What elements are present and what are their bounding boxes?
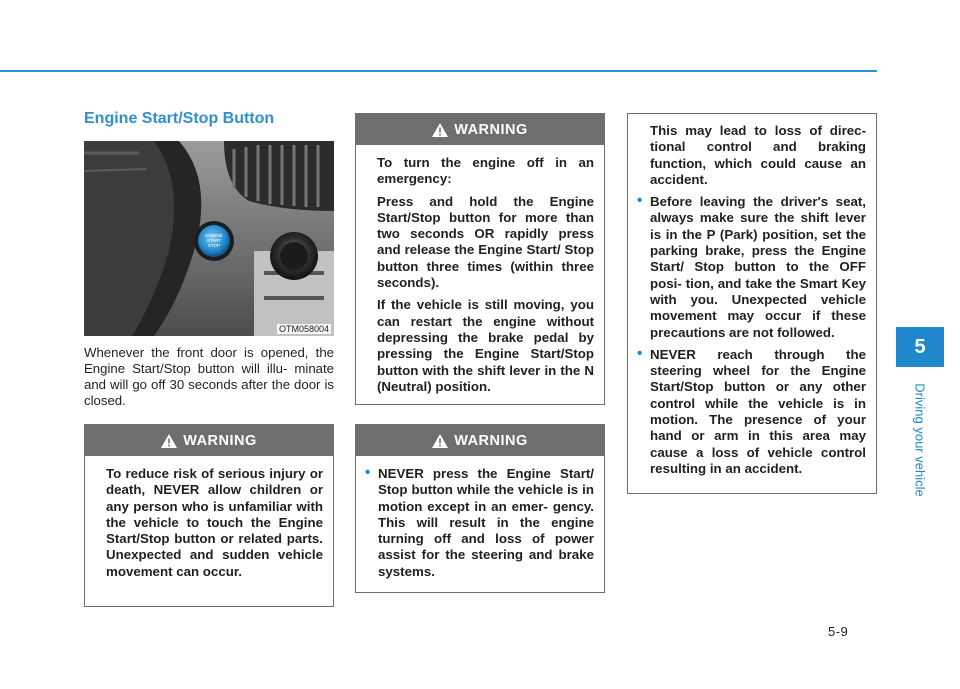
section-title: Engine Start/Stop Button bbox=[84, 110, 275, 127]
warning-triangle-icon bbox=[432, 123, 448, 137]
bullet-icon: • bbox=[637, 344, 643, 362]
body-paragraph: Whenever the front door is opened, the Engine Start/Stop button will illu- minate and will go off 30 seconds after the door is closed. bbox=[84, 345, 334, 408]
warning-paragraph-1: To turn the engine off in an emergency: bbox=[377, 155, 594, 187]
warning-bullet bbox=[366, 466, 594, 580]
dashboard-illustration bbox=[84, 141, 334, 336]
warning-triangle-icon bbox=[161, 434, 177, 448]
warning-bullet-text: NEVER press the Engine Start/ Stop button while the vehicle is in motion except in an emer- gency. This will result in the engine turning off and loss of power assist for the steering and brake systems. bbox=[378, 466, 594, 579]
photo-code: OTM058004 bbox=[278, 324, 329, 334]
chapter-tab bbox=[896, 327, 944, 367]
start-button-label-2: START bbox=[206, 238, 222, 243]
warning-box-motion bbox=[355, 424, 605, 593]
warning-bullet-text: Before leaving the driver's seat, always make sure the shift lever is in the P (Park) position, set the parking brake, press the Engine Start/ Stop button to the OFF posi- tion, and take the Smart Key with you. Unexpected vehicle movement may occur if these precautions are not followed. bbox=[650, 194, 866, 340]
page-number: 5-9 bbox=[828, 624, 849, 639]
warning-header bbox=[356, 425, 604, 456]
dashboard-photo bbox=[84, 141, 334, 336]
chapter-title-text: Driving your vehicle bbox=[912, 383, 928, 497]
chapter-number: 5 bbox=[914, 335, 926, 358]
warning-bullet bbox=[637, 344, 866, 477]
chapter-title bbox=[909, 375, 931, 505]
warning-box-continued bbox=[627, 113, 877, 494]
warning-box-emergency bbox=[355, 113, 605, 405]
warning-header bbox=[356, 114, 604, 145]
header-rule bbox=[0, 70, 877, 72]
bullet-icon: • bbox=[365, 464, 371, 481]
start-button-label-1: ENGINE bbox=[205, 233, 223, 238]
warning-text: To reduce risk of serious injury or death, NEVER allow children or any person who is unfamiliar with the vehicle to touch the Engine Start/Stop button or related parts. Unexpected and sudden vehicle movement can occur. bbox=[106, 466, 323, 579]
warning-triangle-icon bbox=[432, 434, 448, 448]
warning-bullet bbox=[638, 194, 866, 341]
warning-paragraph-3: If the vehicle is still moving, you can restart the engine without depressing the brake pedal by pressing the Engine Start/Stop button with the shift lever in the N (Neutral) position. bbox=[377, 297, 594, 394]
bullet-icon: • bbox=[637, 192, 643, 210]
warning-continued-paragraph: This may lead to loss of direc- tional control and braking function, which could cause an accident. bbox=[650, 123, 866, 187]
warning-label: WARNING bbox=[183, 432, 257, 449]
warning-paragraph-2: Press and hold the Engine Start/Stop button for more than two seconds OR rapidly press and release the Engine Start/ Stop button three times (within three seconds). bbox=[377, 193, 594, 291]
warning-header bbox=[85, 425, 333, 456]
start-button-label-3: STOP bbox=[207, 243, 221, 248]
warning-label: WARNING bbox=[454, 432, 528, 449]
warning-label: WARNING bbox=[454, 121, 528, 138]
warning-bullet-text: NEVER reach through the steering wheel for the Engine Start/Stop button or any other control while the vehicle is in motion. The presence of your hand or arm in this area may cause a loss of vehicle control resulting in an accident. bbox=[650, 346, 866, 476]
warning-box-children bbox=[84, 424, 334, 607]
